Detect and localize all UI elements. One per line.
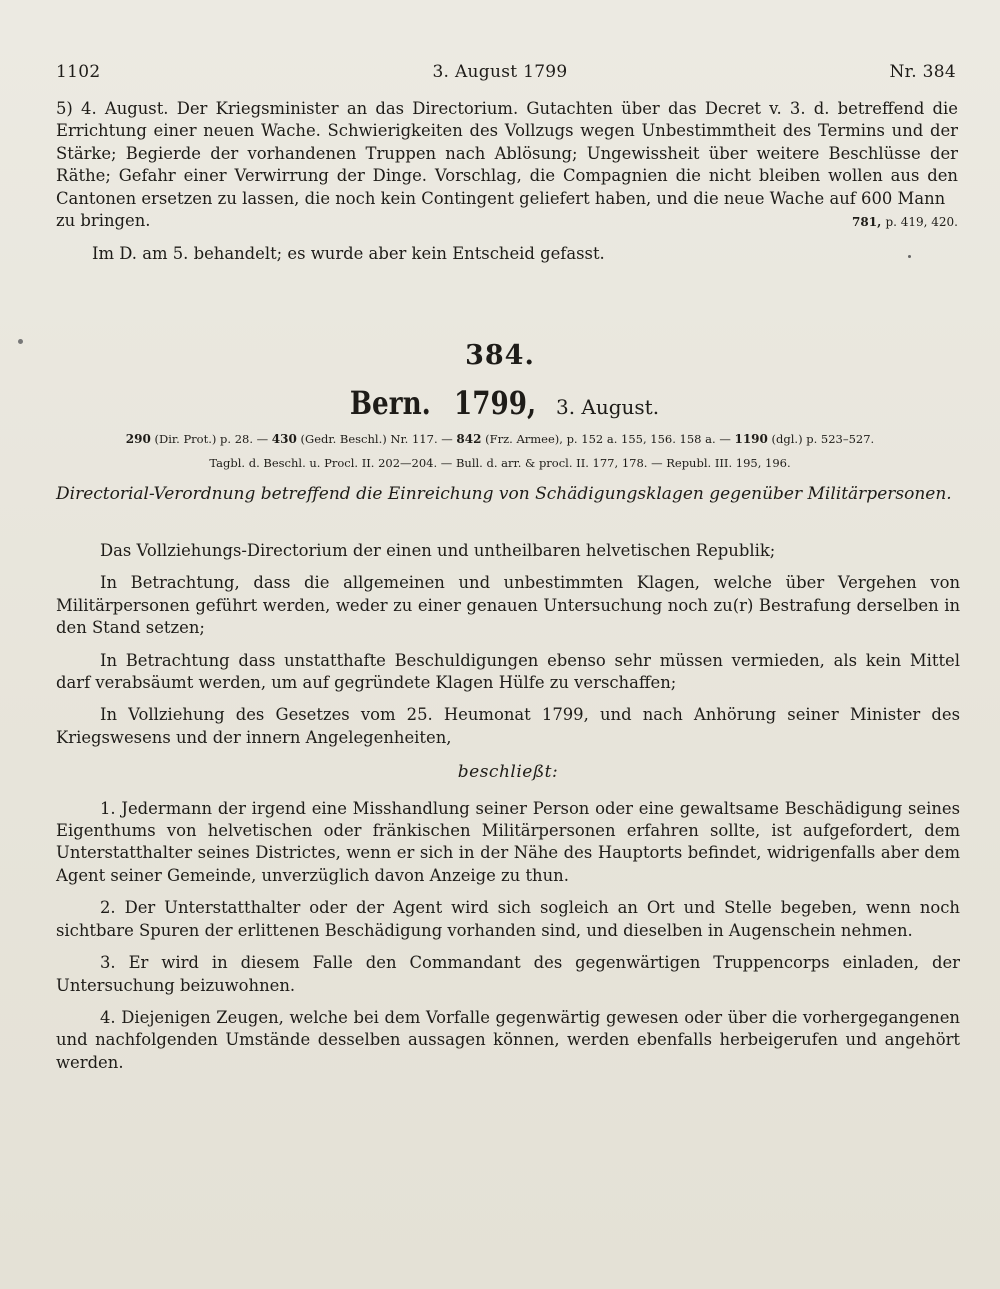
source-citation: (dgl.) p. 523–527. bbox=[767, 432, 875, 446]
preamble-paragraph: Das Vollziehungs-Directorium der einen und untheilbaren helvetischen Republik; bbox=[100, 541, 776, 560]
document-date: 3. August. bbox=[555, 395, 660, 419]
running-date: 3. August 1799 bbox=[432, 62, 568, 82]
preamble-paragraph: In Betrachtung dass unstatthafte Beschuldigungen ebenso sehr müssen vermieden, als kein Mittel darf verabsäumt werden, um auf gegründete Klagen Hülfe zu verschaffen; bbox=[56, 650, 960, 693]
resolution-heading: beschließt: bbox=[457, 762, 559, 783]
previous-entry-last-line: zu bringen. bbox=[56, 211, 151, 231]
previous-entry-note: Im D. am 5. behandelt; es wurde aber kein Entscheid gefasst. bbox=[92, 244, 605, 264]
ink-speck bbox=[908, 255, 911, 258]
source-citation: (Frz. Armee), p. 152 a. 155, 156. 158 a. — bbox=[481, 432, 735, 446]
source-volume-number: 1190 bbox=[734, 432, 768, 446]
preamble-paragraph: In Vollziehung des Gesetzes vom 25. Heumonat 1799, und nach Anhörung seiner Minister des Kriegswesens und der innern Angelegenheiten, bbox=[56, 705, 960, 747]
source-volume-number: 290 bbox=[125, 432, 151, 446]
source-citation: (Dir. Prot.) p. 28. — bbox=[150, 432, 272, 446]
previous-entry-ref-line bbox=[56, 210, 958, 233]
article-paragraph: 2. Der Unterstatthalter oder der Agent wird sich sogleich an Ort und Stelle begeben, wenn noch sichtbare Spuren der erlittenen Beschädigung vorhanden sind, und dieselben in Augenschein nehmen. bbox=[56, 898, 960, 940]
article-paragraph: 1. Jedermann der irgend eine Misshandlung seiner Person oder eine gewaltsame Beschädigung seines Eigenthums von helvetischen oder fränkischen Militärpersonen erfahren sollte, ist aufgefordert, dem Unterstatthalter seines Districtes, wenn er sich in der Nähe des Hauptorts befindet, widrigenfalls aber dem Agent seiner Gemeinde, unverzüglich davon Anzeige zu thun. bbox=[56, 798, 960, 885]
source-volume-number: 842 bbox=[456, 432, 482, 446]
document-title: Directorial-Verordnung betreffend die Einreichung von Schädigungsklagen gegenüber Militärpersonen. bbox=[56, 484, 952, 504]
sources-line-2: Tagbl. d. Beschl. u. Procl. II. 202—204. — Bull. d. arr. & procl. II. 177, 178. — Republ. III. 195, 196. bbox=[209, 456, 791, 470]
previous-entry bbox=[56, 98, 958, 266]
source-citation: (Gedr. Beschl.) Nr. 117. — bbox=[296, 432, 457, 446]
document-number: 384. bbox=[465, 340, 535, 371]
preamble-paragraph: In Betrachtung, dass die allgemeinen und unbestimmten Klagen, welche über Vergehen von Militärpersonen geführt werden, weder zu einer genauen Untersuchung noch zu(r) Bestrafung derselben in den Stand setzen; bbox=[56, 573, 960, 638]
document-body bbox=[56, 540, 960, 1084]
archive-reference-pages: p. 419, 420. bbox=[885, 215, 958, 230]
archive-reference-number: 781, bbox=[852, 215, 882, 230]
sources-line-1 bbox=[0, 432, 1000, 446]
previous-entry-paragraph: 5) 4. August. Der Kriegsminister an das Directorium. Gutachten über das Decret v. 3. d. betreffend die Errichtung einer neuen Wache. Schwierigkeiten des Vollzugs wegen Unbestimmtheit des Termins und der Stärke; Begierde der vorhandenen Truppen nach Ablösung; Ungewissheit über weitere Beschlüsse der Räthe; Gefahr einer Verwirrung der Dinge. Vorschlag, die Compagnien die nicht bleiben wollen aus den Cantonen ersetzen zu lassen, die noch kein Contingent geliefert haben, und die neue Wache auf 600 Mann bbox=[56, 99, 958, 208]
place-and-date bbox=[0, 384, 1000, 422]
source-volume-number: 430 bbox=[271, 432, 297, 446]
place-name: Bern. bbox=[349, 384, 431, 422]
article-paragraph: 4. Diejenigen Zeugen, welche bei dem Vorfalle gegenwärtig gewesen oder über die vorhergegangenen und nachfolgenden Umstände desselben aussagen können, werden ebenfalls herbeigerufen und angehört werden. bbox=[56, 1007, 960, 1072]
article-paragraph: 3. Er wird in diesem Falle den Commandant des gegenwärtigen Truppencorps einladen, der Untersuchung beizuwohnen. bbox=[56, 953, 960, 995]
year: 1799, bbox=[453, 384, 536, 422]
archive-reference bbox=[852, 211, 958, 233]
running-doc-number: Nr. 384 bbox=[889, 62, 956, 82]
page-number: 1102 bbox=[56, 62, 101, 82]
